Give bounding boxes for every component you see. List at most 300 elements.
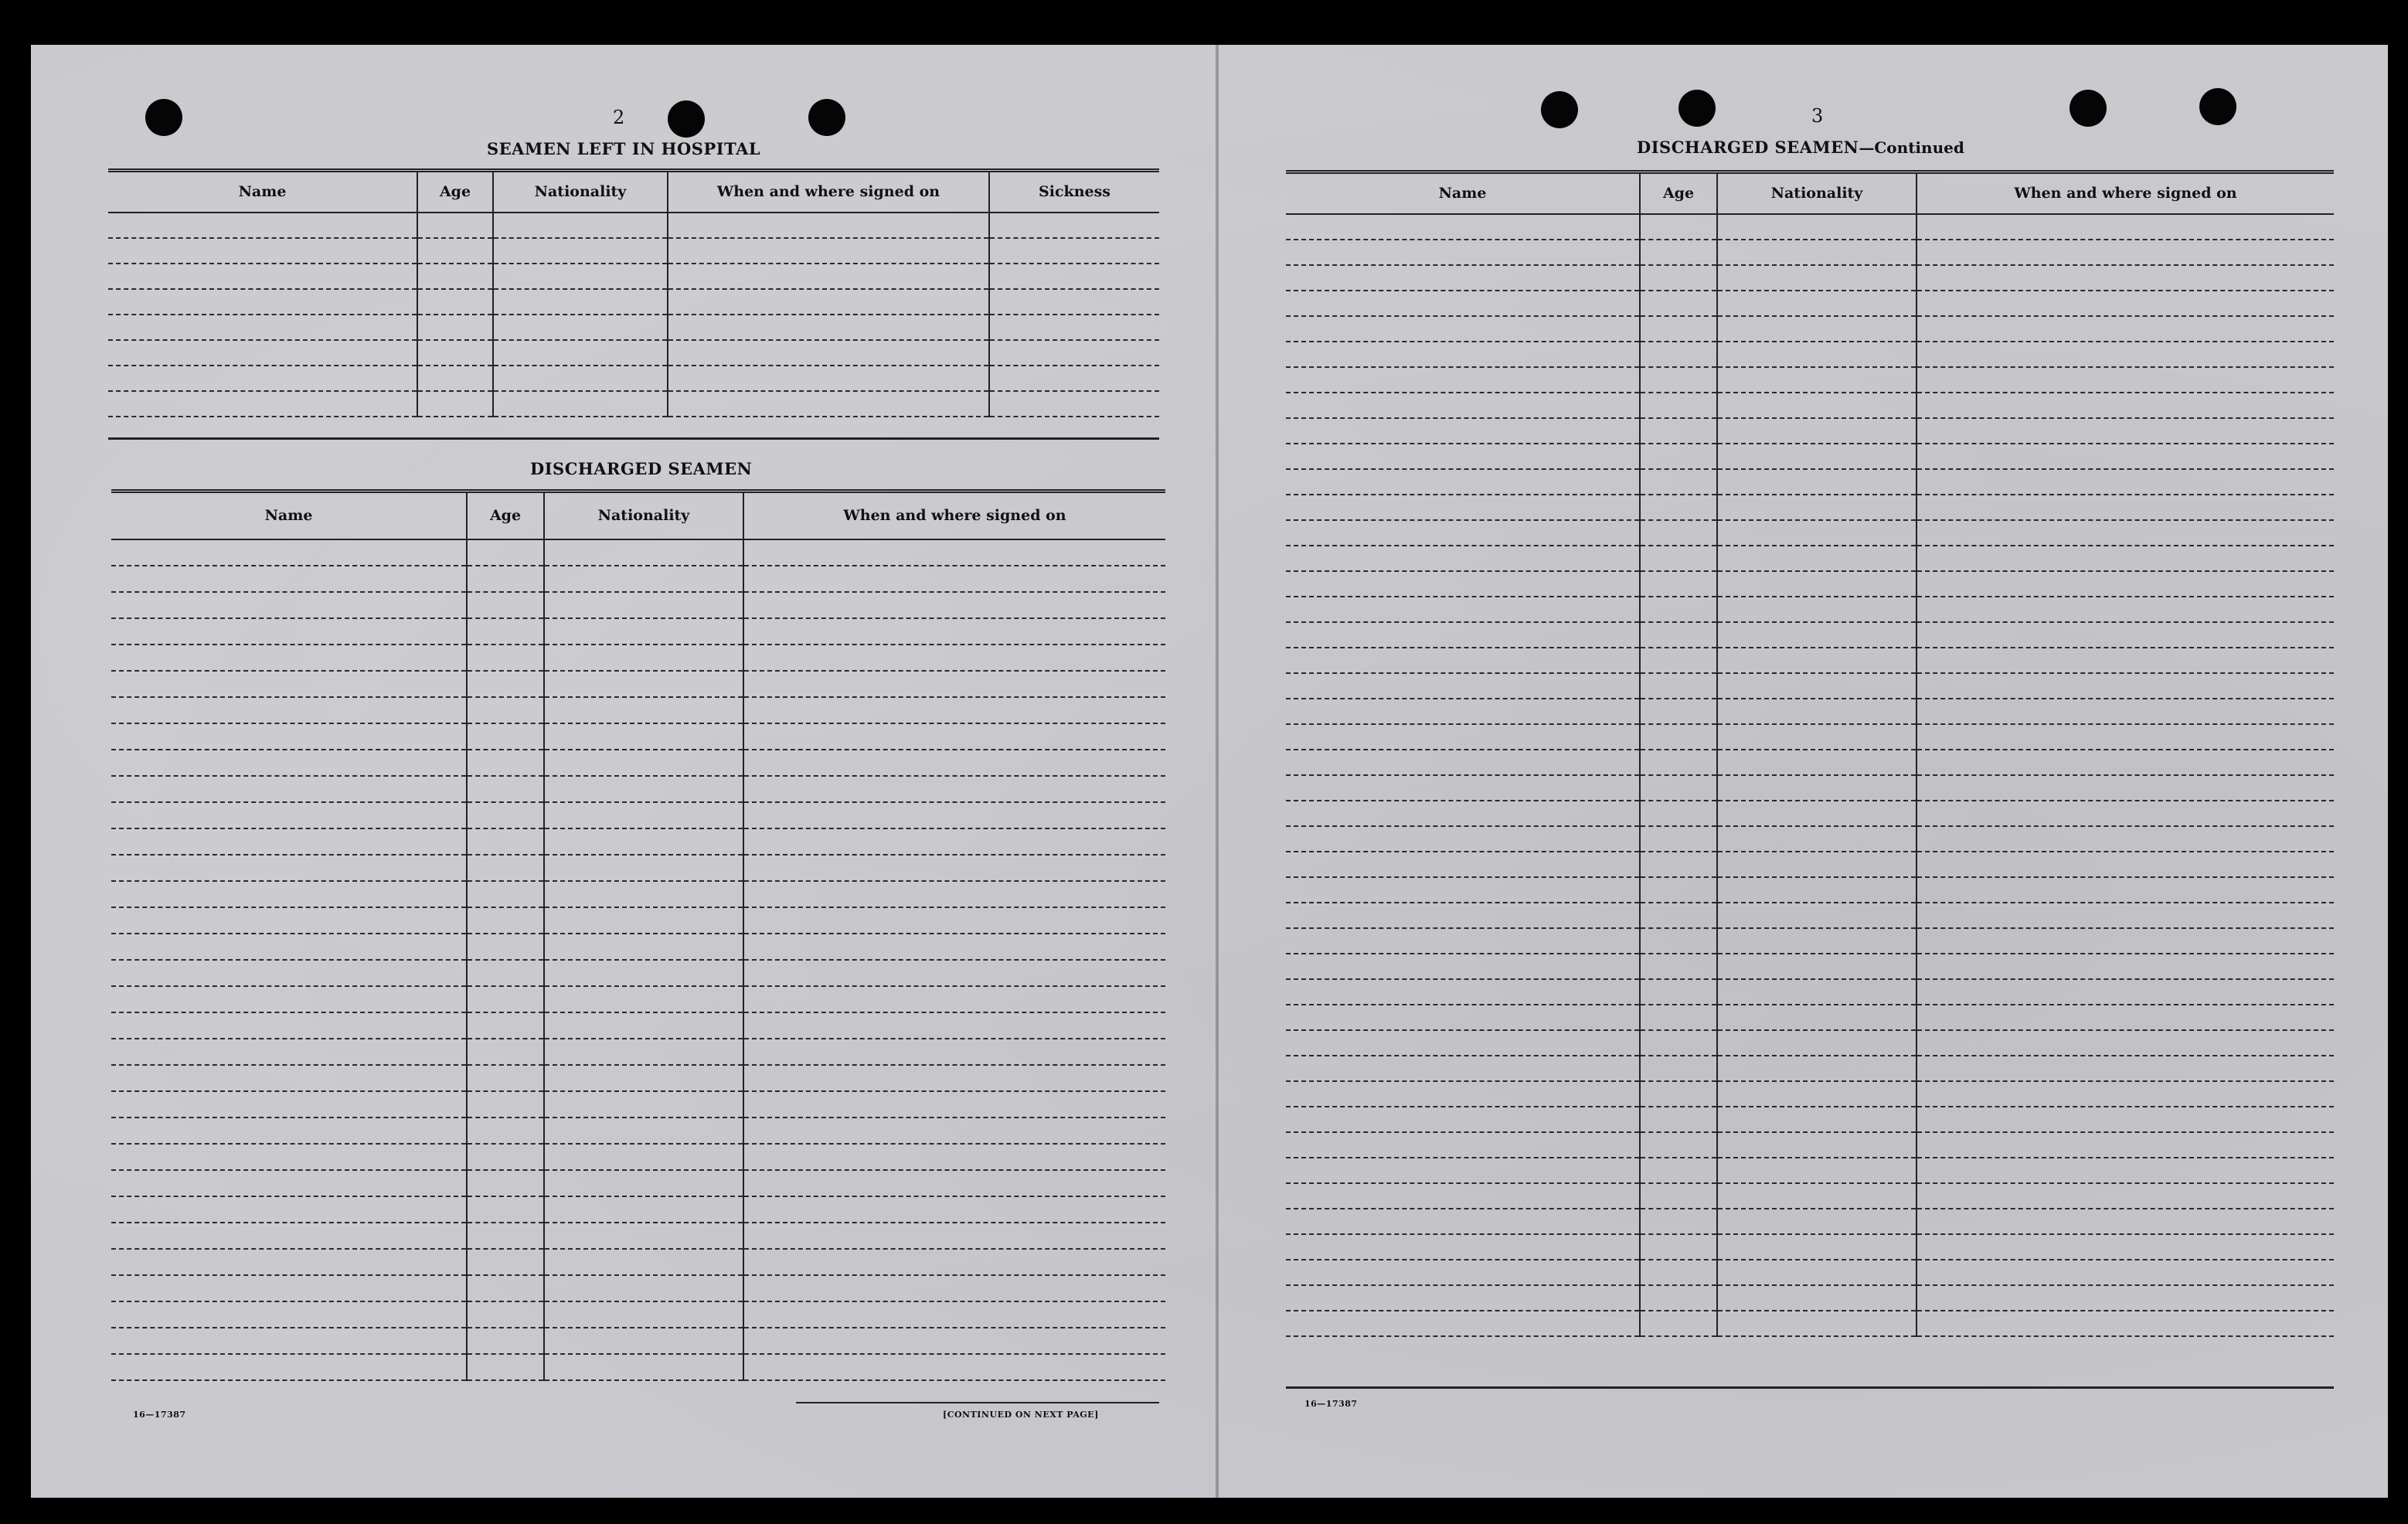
blank-cell [111, 1012, 467, 1039]
blank-cell [1917, 214, 2334, 240]
blank-cell [1286, 1311, 1640, 1336]
blank-cell [1917, 673, 2334, 699]
blank-cell [111, 960, 467, 986]
table-row [1286, 597, 2334, 622]
blank-cell [417, 213, 493, 238]
blank-cell [1917, 418, 2334, 444]
blank-cell [1286, 1234, 1640, 1260]
blank-cell [111, 671, 467, 697]
blank-cell [111, 1091, 467, 1117]
blank-cell [989, 391, 1159, 417]
table-row [111, 723, 1165, 750]
blank-cell [1286, 673, 1640, 699]
blank-cell [111, 697, 467, 723]
column-header-age: Age [467, 492, 544, 539]
blank-cell [743, 855, 1165, 881]
blank-cell [1640, 979, 1717, 1005]
blank-cell [1640, 418, 1717, 444]
blank-cell [467, 1275, 544, 1301]
table-row [1286, 622, 2334, 648]
blank-cell [1917, 1005, 2334, 1030]
blank-cell [467, 592, 544, 618]
blank-cell [544, 723, 743, 750]
blank-cell [1640, 1056, 1717, 1081]
blank-cell [1286, 1158, 1640, 1183]
blank-cell [743, 1170, 1165, 1196]
table-row [1286, 648, 2334, 673]
blank-cell [1717, 367, 1917, 393]
table-row [108, 213, 1159, 238]
blank-cell [743, 1091, 1165, 1117]
blank-cell [743, 986, 1165, 1012]
table-row [108, 391, 1159, 417]
blank-cell [1917, 903, 2334, 928]
table-row [111, 1039, 1165, 1065]
blank-cell [1717, 1209, 1917, 1234]
column-header-when-and-where-signed-on: When and where signed on [743, 492, 1165, 539]
blank-cell [1917, 801, 2334, 826]
blank-cell [544, 776, 743, 802]
blank-cell [108, 391, 417, 417]
blank-cell [111, 828, 467, 855]
blank-cell [1286, 622, 1640, 648]
discharged-table [111, 489, 1165, 1381]
blank-cell [544, 697, 743, 723]
blank-cell [1640, 1158, 1717, 1183]
blank-cell [417, 238, 493, 264]
blank-cell [1640, 1005, 1717, 1030]
blank-cell [467, 907, 544, 934]
blank-cell [743, 1223, 1165, 1249]
section-divider [108, 437, 1159, 440]
right-form-number: 16—17387 [1304, 1399, 1358, 1409]
blank-cell [467, 802, 544, 828]
blank-cell [544, 1328, 743, 1354]
column-header-sickness: Sickness [989, 171, 1159, 213]
blank-cell [1917, 469, 2334, 495]
table-row [1286, 418, 2334, 444]
table-row [108, 366, 1159, 391]
blank-cell [1640, 1081, 1717, 1107]
blank-cell [111, 934, 467, 960]
blank-cell [1286, 826, 1640, 852]
blank-cell [1917, 1260, 2334, 1285]
blank-cell [1286, 801, 1640, 826]
blank-cell [544, 1065, 743, 1091]
punch-hole [808, 99, 845, 136]
blank-cell [111, 539, 467, 566]
blank-cell [1717, 469, 1917, 495]
blank-cell [467, 776, 544, 802]
discharged-section-title: DISCHARGED SEAMEN [530, 459, 753, 478]
blank-cell [743, 1117, 1165, 1144]
blank-cell [493, 289, 668, 315]
blank-cell [111, 1117, 467, 1144]
blank-cell [544, 750, 743, 776]
table-row [111, 934, 1165, 960]
blank-cell [467, 1039, 544, 1065]
blank-cell [1917, 775, 2334, 801]
blank-cell [544, 1354, 743, 1380]
table-row [108, 264, 1159, 289]
blank-cell [1286, 1056, 1640, 1081]
blank-cell [1717, 1056, 1917, 1081]
table-row [1286, 1158, 2334, 1183]
blank-cell [1640, 520, 1717, 546]
table-row [111, 1275, 1165, 1301]
table-row [111, 1144, 1165, 1170]
blank-cell [1286, 877, 1640, 903]
table-row [1286, 495, 2334, 520]
blank-cell [1717, 622, 1917, 648]
punch-hole [2199, 88, 2236, 125]
blank-cell [1286, 597, 1640, 622]
blank-cell [1917, 979, 2334, 1005]
table-row [111, 1196, 1165, 1223]
blank-cell [1917, 316, 2334, 342]
blank-cell [1640, 495, 1717, 520]
blank-cell [1717, 1260, 1917, 1285]
blank-cell [1640, 903, 1717, 928]
blank-cell [108, 340, 417, 366]
blank-cell [989, 213, 1159, 238]
footer-rule [796, 1402, 1159, 1403]
blank-cell [1717, 1234, 1917, 1260]
blank-cell [1286, 342, 1640, 367]
blank-cell [1917, 826, 2334, 852]
blank-cell [111, 1039, 467, 1065]
blank-cell [1917, 367, 2334, 393]
blank-cell [493, 264, 668, 289]
blank-cell [1917, 1081, 2334, 1107]
blank-cell [743, 881, 1165, 907]
table-row [1286, 1234, 2334, 1260]
blank-cell [743, 1196, 1165, 1223]
center-fold [1216, 45, 1219, 1498]
blank-cell [417, 289, 493, 315]
blank-cell [467, 671, 544, 697]
table-row [111, 566, 1165, 592]
blank-cell [1717, 265, 1917, 291]
blank-cell [467, 539, 544, 566]
blank-cell [1717, 240, 1917, 265]
blank-cell [1286, 750, 1640, 775]
blank-cell [544, 1301, 743, 1328]
table-row [1286, 954, 2334, 979]
table-row [1286, 520, 2334, 546]
blank-cell [1717, 750, 1917, 775]
blank-cell [111, 1065, 467, 1091]
blank-cell [1286, 444, 1640, 469]
blank-cell [111, 1275, 467, 1301]
column-header-nationality: Nationality [493, 171, 668, 213]
blank-cell [1917, 495, 2334, 520]
blank-cell [1917, 444, 2334, 469]
blank-cell [1717, 1158, 1917, 1183]
blank-cell [1286, 1285, 1640, 1311]
blank-cell [743, 645, 1165, 671]
blank-cell [743, 539, 1165, 566]
table-row [1286, 1081, 2334, 1107]
table-row [1286, 393, 2334, 418]
blank-cell [467, 1328, 544, 1354]
blank-cell [1286, 495, 1640, 520]
blank-cell [544, 566, 743, 592]
table-row [1286, 1005, 2334, 1030]
table-row [111, 618, 1165, 645]
blank-cell [1917, 265, 2334, 291]
table-row [108, 238, 1159, 264]
punch-hole [1541, 91, 1578, 128]
blank-cell [111, 1144, 467, 1170]
table-row [111, 1354, 1165, 1380]
blank-cell [467, 645, 544, 671]
blank-cell [467, 1196, 544, 1223]
blank-cell [1717, 1285, 1917, 1311]
blank-cell [1717, 699, 1917, 724]
blank-cell [668, 366, 989, 391]
column-header-age: Age [1640, 172, 1717, 214]
blank-cell [1640, 1132, 1717, 1158]
blank-cell [111, 1328, 467, 1354]
blank-cell [467, 1091, 544, 1117]
blank-cell [111, 592, 467, 618]
blank-cell [1917, 1132, 2334, 1158]
blank-cell [493, 366, 668, 391]
blank-cell [111, 723, 467, 750]
blank-cell [1286, 1005, 1640, 1030]
hospital-table [108, 168, 1159, 417]
blank-cell [1717, 1107, 1917, 1132]
blank-cell [1917, 852, 2334, 877]
table-row [1286, 673, 2334, 699]
blank-cell [1717, 546, 1917, 571]
blank-cell [1640, 1209, 1717, 1234]
blank-cell [544, 671, 743, 697]
blank-cell [1286, 928, 1640, 954]
blank-cell [1917, 1311, 2334, 1336]
blank-cell [467, 934, 544, 960]
blank-cell [111, 1354, 467, 1380]
blank-cell [1717, 1132, 1917, 1158]
table-row [1286, 214, 2334, 240]
table-row [111, 986, 1165, 1012]
column-header-nationality: Nationality [1717, 172, 1917, 214]
blank-cell [1717, 954, 1917, 979]
table-row [1286, 367, 2334, 393]
table-row [108, 315, 1159, 340]
blank-cell [1640, 1107, 1717, 1132]
blank-cell [1917, 1183, 2334, 1209]
left-page-number: 2 [613, 107, 625, 128]
blank-cell [1917, 1030, 2334, 1056]
blank-cell [111, 750, 467, 776]
blank-cell [1286, 1183, 1640, 1209]
table-row [1286, 291, 2334, 316]
blank-cell [108, 238, 417, 264]
blank-cell [1640, 367, 1717, 393]
blank-cell [1717, 903, 1917, 928]
blank-cell [668, 391, 989, 417]
blank-cell [1717, 724, 1917, 750]
blank-cell [1717, 1005, 1917, 1030]
blank-cell [1917, 1234, 2334, 1260]
blank-cell [1640, 775, 1717, 801]
blank-cell [743, 802, 1165, 828]
blank-cell [544, 592, 743, 618]
table-row [111, 802, 1165, 828]
blank-cell [1286, 316, 1640, 342]
table-row [111, 1249, 1165, 1275]
table-row [111, 1170, 1165, 1196]
blank-cell [1286, 903, 1640, 928]
table-row [111, 592, 1165, 618]
blank-cell [1917, 750, 2334, 775]
blank-cell [544, 1196, 743, 1223]
blank-cell [1717, 1183, 1917, 1209]
blank-cell [544, 855, 743, 881]
blank-cell [467, 1223, 544, 1249]
blank-cell [743, 1275, 1165, 1301]
blank-cell [544, 1170, 743, 1196]
blank-cell [1286, 852, 1640, 877]
discharged-continued-title [1637, 138, 1964, 157]
blank-cell [111, 986, 467, 1012]
blank-cell [544, 539, 743, 566]
table-row [111, 539, 1165, 566]
blank-cell [467, 855, 544, 881]
blank-cell [544, 1275, 743, 1301]
discharged-continued-title-main: DISCHARGED SEAMEN [1637, 138, 1859, 157]
column-header-when-and-where-signed-on: When and where signed on [668, 171, 989, 213]
blank-cell [467, 697, 544, 723]
blank-cell [544, 645, 743, 671]
punch-hole [1678, 90, 1716, 127]
blank-cell [1717, 826, 1917, 852]
table-row [1286, 1107, 2334, 1132]
table-row [111, 960, 1165, 986]
table-row [111, 1117, 1165, 1144]
table-row [1286, 979, 2334, 1005]
blank-cell [1917, 520, 2334, 546]
blank-cell [544, 934, 743, 960]
table-row [1286, 1311, 2334, 1336]
document-sheet [31, 45, 2388, 1498]
blank-cell [467, 1301, 544, 1328]
table-row [1286, 903, 2334, 928]
table-row [111, 881, 1165, 907]
blank-cell [989, 340, 1159, 366]
blank-cell [1640, 928, 1717, 954]
blank-cell [668, 289, 989, 315]
blank-cell [1640, 316, 1717, 342]
table-row [111, 671, 1165, 697]
blank-cell [1917, 622, 2334, 648]
table-row [1286, 1183, 2334, 1209]
table-row [111, 828, 1165, 855]
blank-cell [1286, 699, 1640, 724]
blank-cell [1640, 954, 1717, 979]
blank-cell [1286, 1260, 1640, 1285]
punch-hole [2070, 90, 2107, 127]
blank-cell [1640, 750, 1717, 775]
blank-cell [1717, 1030, 1917, 1056]
table-row [111, 750, 1165, 776]
table-row [1286, 1285, 2334, 1311]
blank-cell [1640, 673, 1717, 699]
blank-cell [1717, 597, 1917, 622]
blank-cell [743, 828, 1165, 855]
blank-cell [493, 315, 668, 340]
column-header-nationality: Nationality [544, 492, 743, 539]
discharged-continued-table [1286, 170, 2334, 1337]
blank-cell [1917, 928, 2334, 954]
blank-cell [1917, 1209, 2334, 1234]
blank-cell [467, 618, 544, 645]
blank-cell [1717, 342, 1917, 367]
blank-cell [743, 1249, 1165, 1275]
blank-cell [111, 618, 467, 645]
blank-cell [1286, 240, 1640, 265]
blank-cell [1640, 724, 1717, 750]
blank-cell [1286, 648, 1640, 673]
table-row [108, 289, 1159, 315]
table-row [1286, 724, 2334, 750]
blank-cell [1286, 775, 1640, 801]
blank-cell [1640, 648, 1717, 673]
right-page-number: 3 [1811, 105, 1824, 127]
blank-cell [544, 1223, 743, 1249]
table-row [111, 1065, 1165, 1091]
blank-cell [743, 1065, 1165, 1091]
blank-cell [544, 1012, 743, 1039]
blank-cell [1640, 1285, 1717, 1311]
blank-cell [417, 340, 493, 366]
blank-cell [1640, 291, 1717, 316]
blank-cell [1640, 852, 1717, 877]
blank-cell [1640, 214, 1717, 240]
blank-cell [417, 391, 493, 417]
blank-cell [1717, 495, 1917, 520]
blank-cell [1717, 673, 1917, 699]
table-row [111, 855, 1165, 881]
blank-cell [668, 238, 989, 264]
blank-cell [544, 1144, 743, 1170]
blank-cell [1640, 1234, 1717, 1260]
blank-cell [467, 1065, 544, 1091]
column-header-name: Name [111, 492, 467, 539]
blank-cell [544, 960, 743, 986]
blank-cell [1917, 597, 2334, 622]
blank-cell [1640, 393, 1717, 418]
table-row [1286, 265, 2334, 291]
blank-cell [493, 238, 668, 264]
table-row [1286, 877, 2334, 903]
blank-cell [1717, 1081, 1917, 1107]
blank-cell [1717, 393, 1917, 418]
table-row [1286, 1030, 2334, 1056]
table-row [1286, 826, 2334, 852]
blank-cell [743, 723, 1165, 750]
blank-cell [1717, 214, 1917, 240]
blank-cell [1917, 1107, 2334, 1132]
table-row [1286, 1132, 2334, 1158]
blank-cell [1286, 546, 1640, 571]
table-row [111, 776, 1165, 802]
blank-cell [1717, 571, 1917, 597]
blank-cell [743, 934, 1165, 960]
blank-cell [1917, 546, 2334, 571]
